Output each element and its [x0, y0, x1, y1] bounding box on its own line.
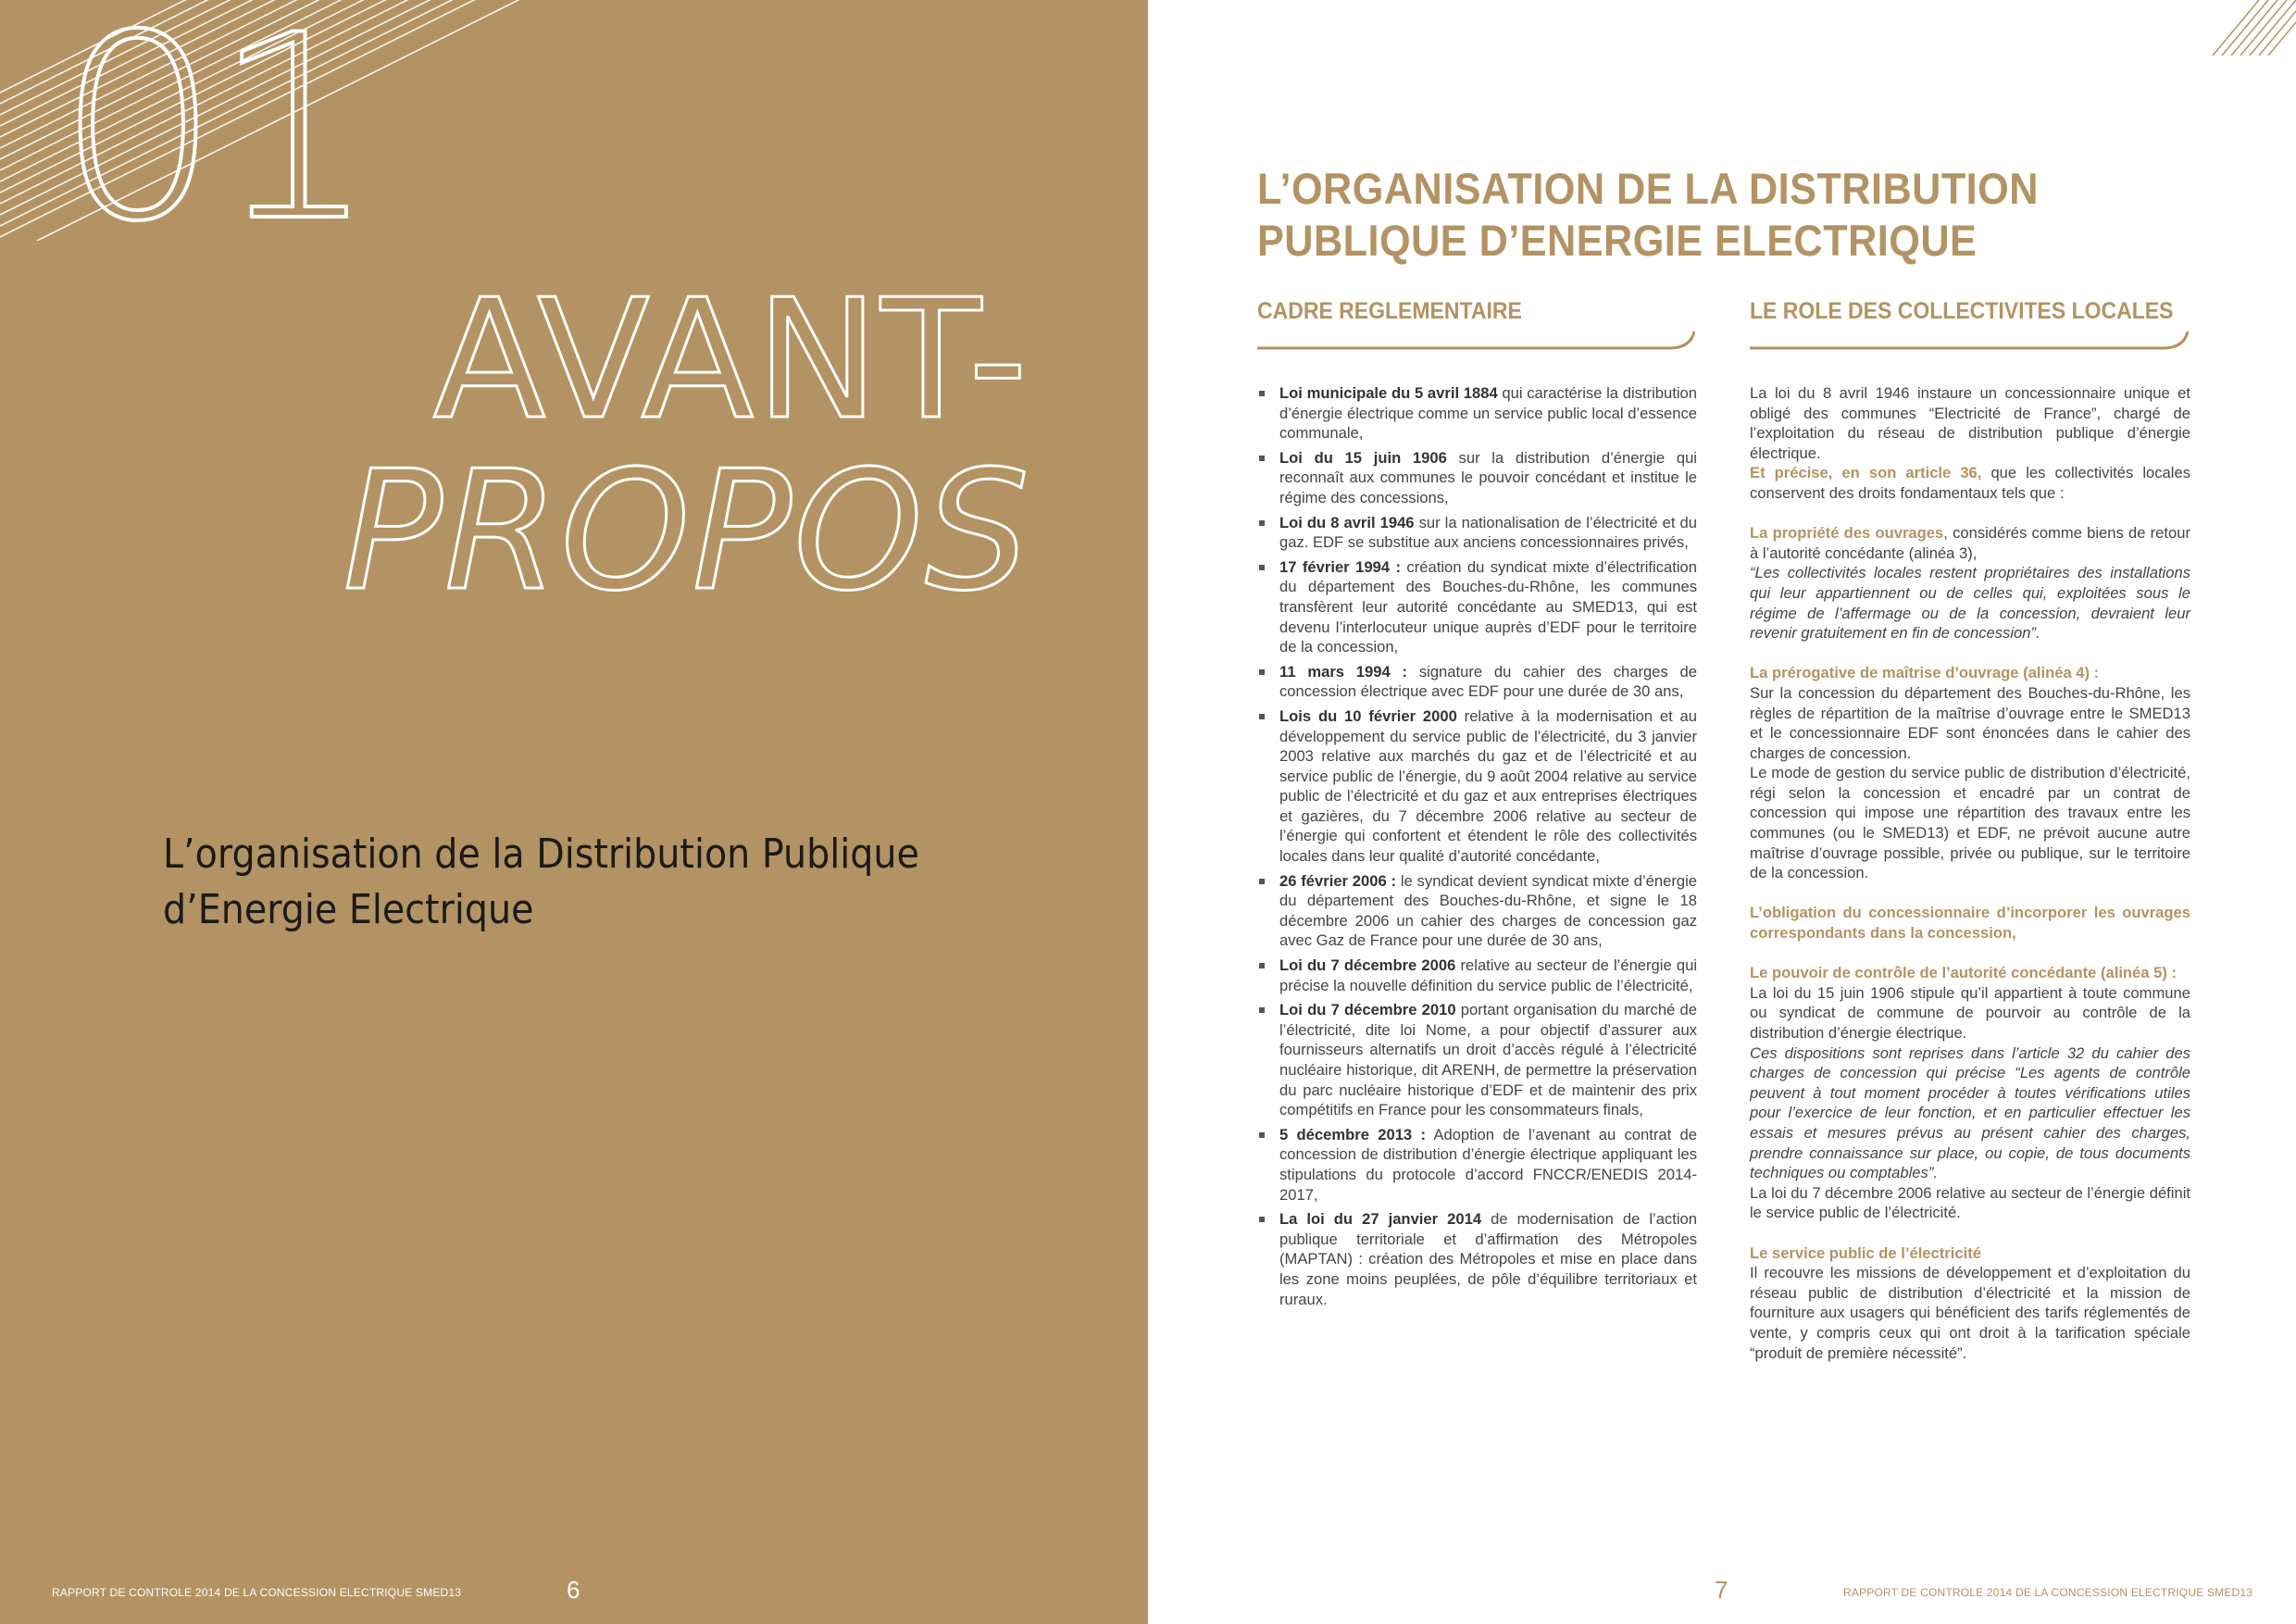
heading-maitrise-ouvrage: La prérogative de maîtrise d’ouvrage (alinéa 4) :	[1750, 664, 2100, 682]
heading-underline-curve	[1750, 328, 2190, 352]
heading-underline-curve	[1257, 328, 1697, 352]
chapter-subtitle	[163, 827, 930, 938]
paragraph-controle: La loi du 15 juin 1906 stipule qu’il appartient à toute commune ou syndicat de commune de pourvoir au contrôle de la distribution d’énergie électrique.	[1750, 983, 2190, 1042]
footer-right: RAPPORT DE CONTROLE 2014 DE LA CONCESSION ELECTRIQUE SMED13	[1843, 1586, 2253, 1599]
page-title-line2: PUBLIQUE D’ENERGIE ELECTRIQUE	[1257, 216, 1978, 265]
section-heading-cadre: CADRE REGLEMENTAIRE	[1257, 298, 1522, 324]
paragraph-maitrise-1: Sur la concession du département des Bouches-du-Rhône, les règles de répartition de la maîtrise d’ouvrage entre le SMED13 et le concessionnaire EDF sont énoncées dans le cahier des charges de concession.	[1750, 683, 2190, 762]
list-item: Loi du 15 juin 1906 sur la distribution d’énergie qui reconnaît aux communes le pouvoir concédant et institue le régime des concessions,	[1257, 448, 1697, 508]
subtitle-line1: L’organisation de la Distribution Publique	[163, 831, 919, 878]
list-item: 11 mars 1994 : signature du cahier des charges de concession électrique avec EDF pour une durée de 30 ans,	[1257, 662, 1697, 702]
list-item: Loi municipale du 5 avril 1884 qui caractérise la distribution d’énergie électrique comme un service public local d’essence communale,	[1257, 383, 1697, 443]
subtitle-line2: d’Energie Electrique	[163, 886, 534, 933]
corner-stripes-decoration	[2166, 0, 2296, 56]
quote-propriete: “Les collectivités locales restent propriétaires des installations qui leur appartiennent ou de celles qui, exploitées sous le régime de l’affermage ou de la concession, devraient leur revenir gratuitement en fin de concession”.	[1750, 564, 2190, 643]
chapter-number: 01	[57, 0, 370, 277]
page-title-line1: L’ORGANISATION DE LA DISTRIBUTION	[1257, 164, 2039, 213]
role-text-block	[1750, 383, 2190, 1363]
law-list	[1257, 383, 1697, 1314]
list-item: 5 décembre 2013 : Adoption de l’avenant au contrat de concession de distribution d’énergie électrique appliquant les stipulations du protocole d’accord FNCCR/ENEDIS 2014-2017,	[1257, 1125, 1697, 1205]
list-item: Lois du 10 février 2000 relative à la modernisation et au développement du service public de l’électricité, du 3 janvier 2003 relative aux marchés du gaz et de l’électricité et au service public de l’énergie, du 9 août 2004 relative au service public de l’électricité et du gaz et aux entreprises électriques et gazières, du 7 décembre 2006 relative au secteur de l’énergie qui confortent et étendent le rôle des collectivités locales dans leur qualité d’autorité concédante,	[1257, 706, 1697, 867]
paragraph-article: Et précise, en son article 36, que les collectivités locales conservent des droits fondamentaux tels que :	[1750, 464, 2190, 502]
paragraph-controle-2: La loi du 7 décembre 2006 relative au secteur de l’énergie définit le service public de l’électricité.	[1750, 1183, 2190, 1222]
footer-left: RAPPORT DE CONTROLE 2014 DE LA CONCESSION ELECTRIQUE SMED13	[52, 1586, 462, 1599]
page-number-left: 6	[567, 1576, 580, 1604]
list-item: Loi du 7 décembre 2006 relative au secteur de l’énergie qui précise la nouvelle définition du service public de l’électricité,	[1257, 956, 1697, 995]
list-item: 26 février 2006 : le syndicat devient syndicat mixte d’énergie du département des Bouches-du-Rhône, et signe le 18 décembre 2006 un cahier des charges de concession gaz avec Gaz de France pour une durée de 30 ans,	[1257, 871, 1697, 951]
list-item: La loi du 27 janvier 2014 de modernisation de l’action publique territoriale et d’affirmation des Métropoles (MAPTAN) : création des Métropoles et mise en place dans les zone moins peuplées, de pôle d’équilibre territoriaux et ruraux.	[1257, 1209, 1697, 1309]
right-page	[1148, 0, 2296, 1624]
heading-pouvoir-controle: Le pouvoir de contrôle de l’autorité concédante (alinéa 5) :	[1750, 964, 2177, 982]
chapter-title-line2: PROPOS	[343, 435, 1031, 627]
list-item: 17 février 1994 : création du syndicat mixte d’électrification du département des Bouches-du-Rhône, les communes transfèrent leur autorité concédante au SMED13, qui est devenu l’interlocuteur unique auprès d’EDF pour le territoire de la concession,	[1257, 557, 1697, 657]
list-item: Loi du 8 avril 1946 sur la nationalisation de l’électricité et du gaz. EDF se substitue aux anciens concessionnaires privés,	[1257, 513, 1697, 553]
section-heading-role: LE ROLE DES COLLECTIVITES LOCALES	[1750, 298, 2174, 324]
heading-service-public: Le service public de l’électricité	[1750, 1243, 1981, 1262]
page-number-right: 7	[1715, 1576, 1728, 1604]
paragraph-maitrise-2: Le mode de gestion du service public de distribution d’électricité, régi selon la concession et encadré par un contrat de concession qui impose une répartition des travaux entre les communes (ou le SMED13) et EDF, ne prévoit aucune autre maîtrise d’ouvrage possible, privée ou publique, sur le territoire de la concession.	[1750, 764, 2190, 882]
paragraph-intro: La loi du 8 avril 1946 instaure un concessionnaire unique et obligé des communes “Electricité de France”, chargé de l’exploitation du réseau de distribution publique d’énergie électrique.	[1750, 384, 2190, 462]
page-title	[1257, 163, 2109, 267]
list-item: Loi du 7 décembre 2010 portant organisation du marché de l’électricité, dite loi Nome, a pour objectif d’assurer aux fournisseurs alternatifs un droit d’accès régulé à l’électricité nucléaire historique, dit ARENH, de permettre la préservation du parc nucléaire historique d’EDF et de maintenir des prix compétitifs en France pour les consommateurs finals,	[1257, 1000, 1697, 1120]
heading-obligation: L’obligation du concessionnaire d’incorporer les ouvrages correspondants dans la concession,	[1750, 904, 2190, 943]
paragraph-service-public: Il recouvre les missions de développement et d’exploitation du réseau public de distribution d’électricité et la mission de fourniture aux usagers qui bénéficient des tarifs réglementés de vente, y compris ceux qui ont droit à la tarification spéciale “produit de première nécessité”.	[1750, 1264, 2190, 1362]
quote-controle: Ces dispositions sont reprises dans l’article 32 du cahier des charges de concession qui précise “Les agents de contrôle peuvent à tout moment procéder à toutes vérifications utiles pour l’exercice de leur fonction, et en particulier effectuer les essais et mesures prévus au présent cahier des charges, prendre connaissance sur place, ou copie, de tous documents techniques ou comptables”.	[1750, 1043, 2190, 1182]
paragraph-propriete: La propriété des ouvrages, considérés comme biens de retour à l’autorité concédante (alinéa 3),	[1750, 524, 2190, 562]
chapter-title-line1: AVANT-	[432, 264, 1029, 456]
